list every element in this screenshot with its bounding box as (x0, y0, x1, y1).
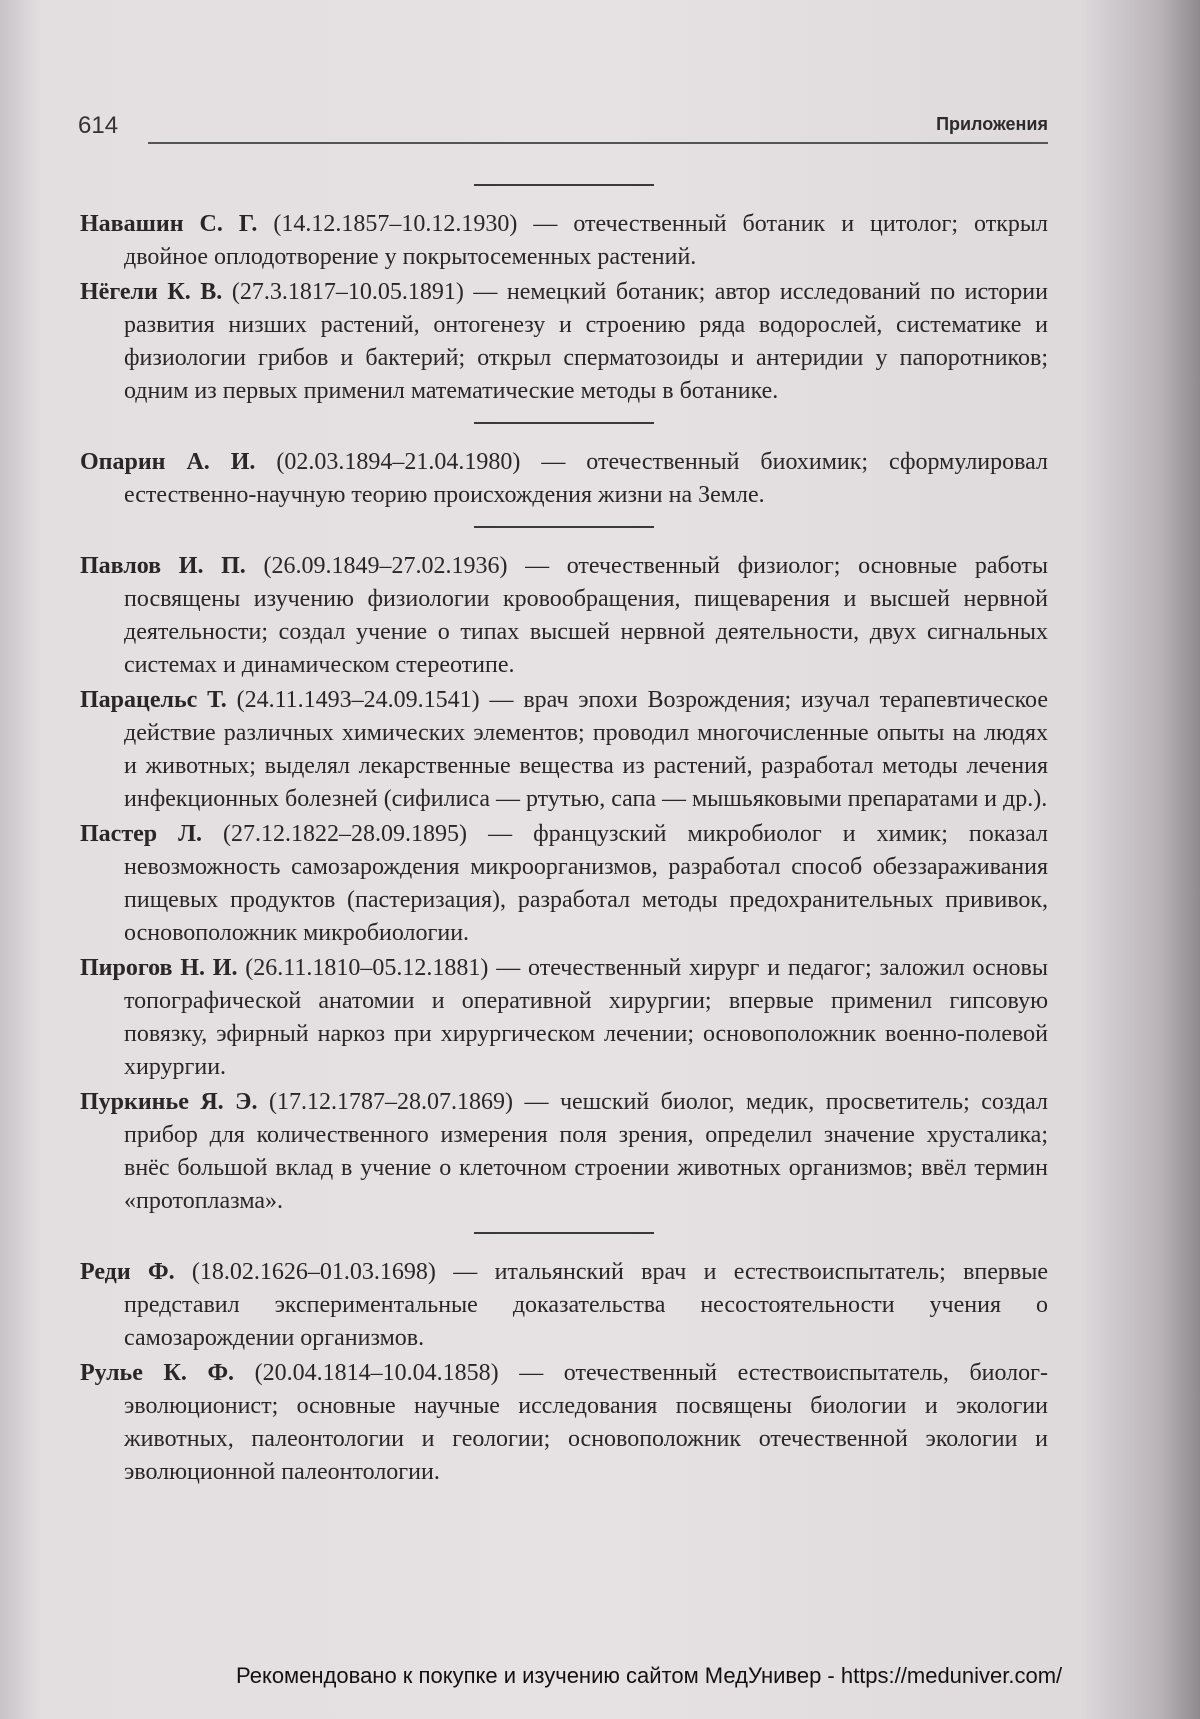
entry-text: (14.12.1857–10.12.1930) — отечественный ботаник и цитолог; открыл двойное оплодотворение у покрытосеменных растений. (124, 211, 1048, 270)
entry-name: Нёгели К. В. (80, 279, 223, 305)
entry-text: (24.11.1493–24.09.1541) — врач эпохи Возрождения; изучал терапевтическое действие различных химических элементов; проводил многочисленные опыты на людях и животных; выделял лекарственные вещества из растений, разработал методы лечения инфекционных болезней (сифилиса — ртутью, сапа — мышьяковыми препаратами и др.). (124, 687, 1048, 812)
section-divider (474, 422, 654, 424)
glossary-entry (80, 1256, 1048, 1355)
entry-text: (17.12.1787–28.07.1869) — чешский биолог, медик, просветитель; создал прибор для количественного измерения поля зрения, определил значение хрусталика; внёс большой вклад в учение о клеточном строении животных организмов; ввёл термин «протоплазма». (124, 1089, 1049, 1214)
entry-text: (27.3.1817–10.05.1891) — немецкий ботаник; автор исследований по истории развития низших растений, онтогенезу и строению ряда водорослей, систематике и физиологии грибов и бактерий; открыл сперматозоиды и антеридии у папоротников; одним из первых применил математические методы в ботанике. (124, 279, 1048, 404)
entry-name: Пуркинье Я. Э. (80, 1089, 258, 1115)
footer-watermark: Рекомендовано к покупке и изучению сайтом МедУнивер - https://meduniver.com/ (236, 1663, 1063, 1688)
entry-name: Реди Ф. (80, 1259, 175, 1285)
section-divider (474, 1232, 654, 1234)
glossary-entry (80, 550, 1048, 682)
entry-name: Пирогов Н. И. (80, 955, 238, 981)
glossary-entry (80, 276, 1048, 408)
page-number: 614 (78, 112, 119, 139)
entry-text: (18.02.1626–01.03.1698) — итальянский врач и естествоиспытатель; впервые представил экспериментальные доказательства несостоятельности учения о самозарождении организмов. (124, 1259, 1048, 1351)
entry-name: Пастер Л. (80, 821, 203, 847)
glossary-entry (80, 1086, 1048, 1218)
glossary-entry (80, 818, 1048, 950)
glossary-content (80, 170, 1048, 1491)
glossary-entry (80, 684, 1048, 816)
entry-text: (20.04.1814–10.04.1858) — отечественный естествоиспытатель, биолог-эволюционист; основные научные исследования посвящены биологии и экологии животных, палеонтологии и геологии; основоположник отечественной экологии и эволюционной палеонтологии. (124, 1360, 1048, 1485)
glossary-entry (80, 208, 1048, 274)
glossary-entry (80, 952, 1048, 1084)
section-title: Приложения (936, 114, 1048, 134)
header-rule (148, 142, 1048, 144)
entry-name: Павлов И. П. (80, 553, 246, 579)
entry-name: Парацельс Т. (80, 687, 227, 713)
entry-name: Опарин А. И. (80, 449, 256, 475)
glossary-entry (80, 446, 1048, 512)
section-divider (474, 526, 654, 528)
entry-name: Навашин С. Г. (80, 211, 258, 237)
section-divider (474, 184, 654, 186)
entry-text: (26.09.1849–27.02.1936) — отечественный физиолог; основные работы посвящены изучению физиологии кровообращения, пищеварения и высшей нервной деятельности; создал учение о типах высшей нервной деятельности, двух сигнальных системах и динамическом стереотипе. (124, 553, 1048, 678)
glossary-entry (80, 1357, 1048, 1489)
entry-text: (27.12.1822–28.09.1895) — французский микробиолог и химик; показал невозможность самозарождения микроорганизмов, разработал способ обеззараживания пищевых продуктов (пастеризация), разработал методы предохранительных прививок, основоположник микробиологии. (124, 821, 1049, 946)
entry-text: (02.03.1894–21.04.1980) — отечественный биохимик; сформулировал естественно-научную теорию происхождения жизни на Земле. (124, 449, 1048, 508)
entry-name: Рулье К. Ф. (80, 1360, 235, 1386)
entry-text: (26.11.1810–05.12.1881) — отечественный хирург и педагог; заложил основы топографической анатомии и оперативной хирургии; впервые применил гипсовую повязку, эфирный наркоз при хирургическом лечении; основоположник военно-полевой хирургии. (124, 955, 1048, 1080)
page-header (78, 106, 1048, 146)
